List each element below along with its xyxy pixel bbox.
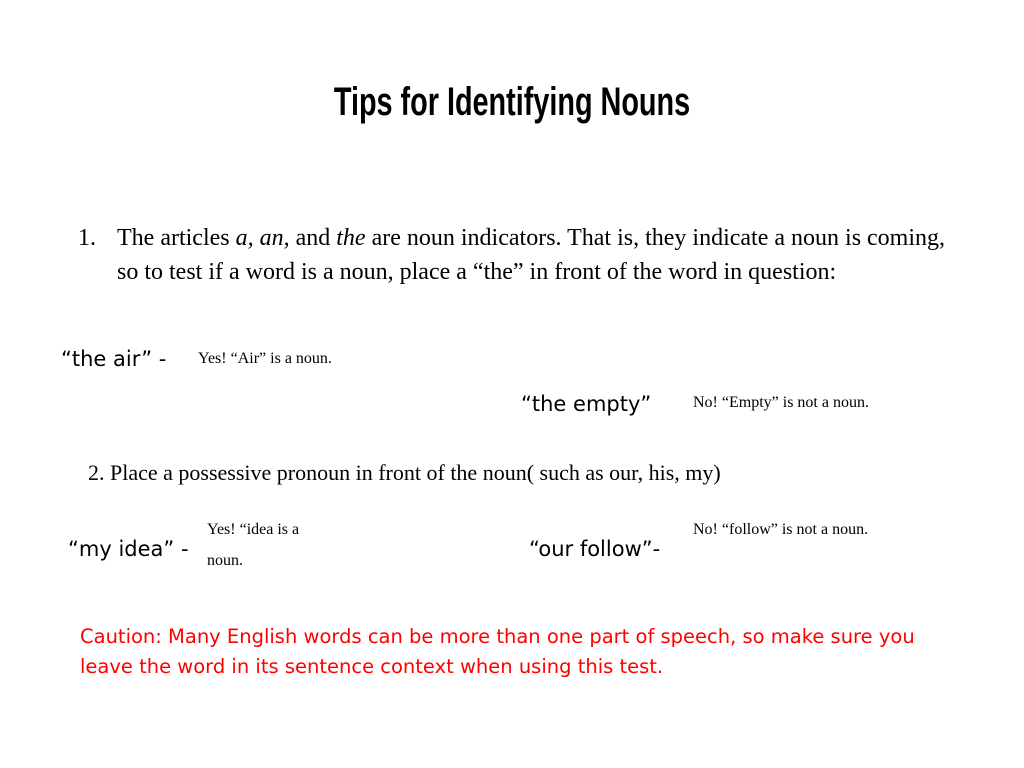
tip-1-text-b: and [289,225,337,251]
tip-2-text: Place a possessive pronoun in front of the noun( such as our, his, my) [104,460,721,485]
example-phrase-my-idea: “my idea” - [68,537,189,561]
example-verdict-the-air: Yes! “Air” is a noun. [198,350,332,367]
example-phrase-our-follow: “our follow”- [529,537,661,561]
tip-1-text-c: are noun indicators. That is, they indicate a noun is coming, so to test if a word is a noun, place a “the” in front of the word in question: [117,225,946,285]
page-title: Tips for Identifying Nouns [333,80,691,124]
example-phrase-the-air: “the air” - [61,347,167,371]
example-verdict-my-idea-line1: Yes! “idea is a [207,521,300,538]
tip-1-text-a: The articles [117,225,236,251]
caution-note: Caution: Many English words can be more than one part of speech, so make sure you leave the word in its sentence context when using this test. [80,625,915,678]
articles-a-an: a, an, [235,225,290,251]
example-verdict-my-idea-line2: noun. [207,552,243,569]
tip-2 [88,460,721,486]
tip-2-number: 2. [88,460,105,485]
example-verdict-the-empty: No! “Empty” is not a noun. [693,394,869,411]
tip-1-text [117,221,957,289]
article-the: the [336,225,366,251]
example-phrase-the-empty: “the empty” [521,392,652,416]
tip-1-number: 1. [78,225,96,251]
example-verdict-our-follow: No! “follow” is not a noun. [693,521,869,538]
